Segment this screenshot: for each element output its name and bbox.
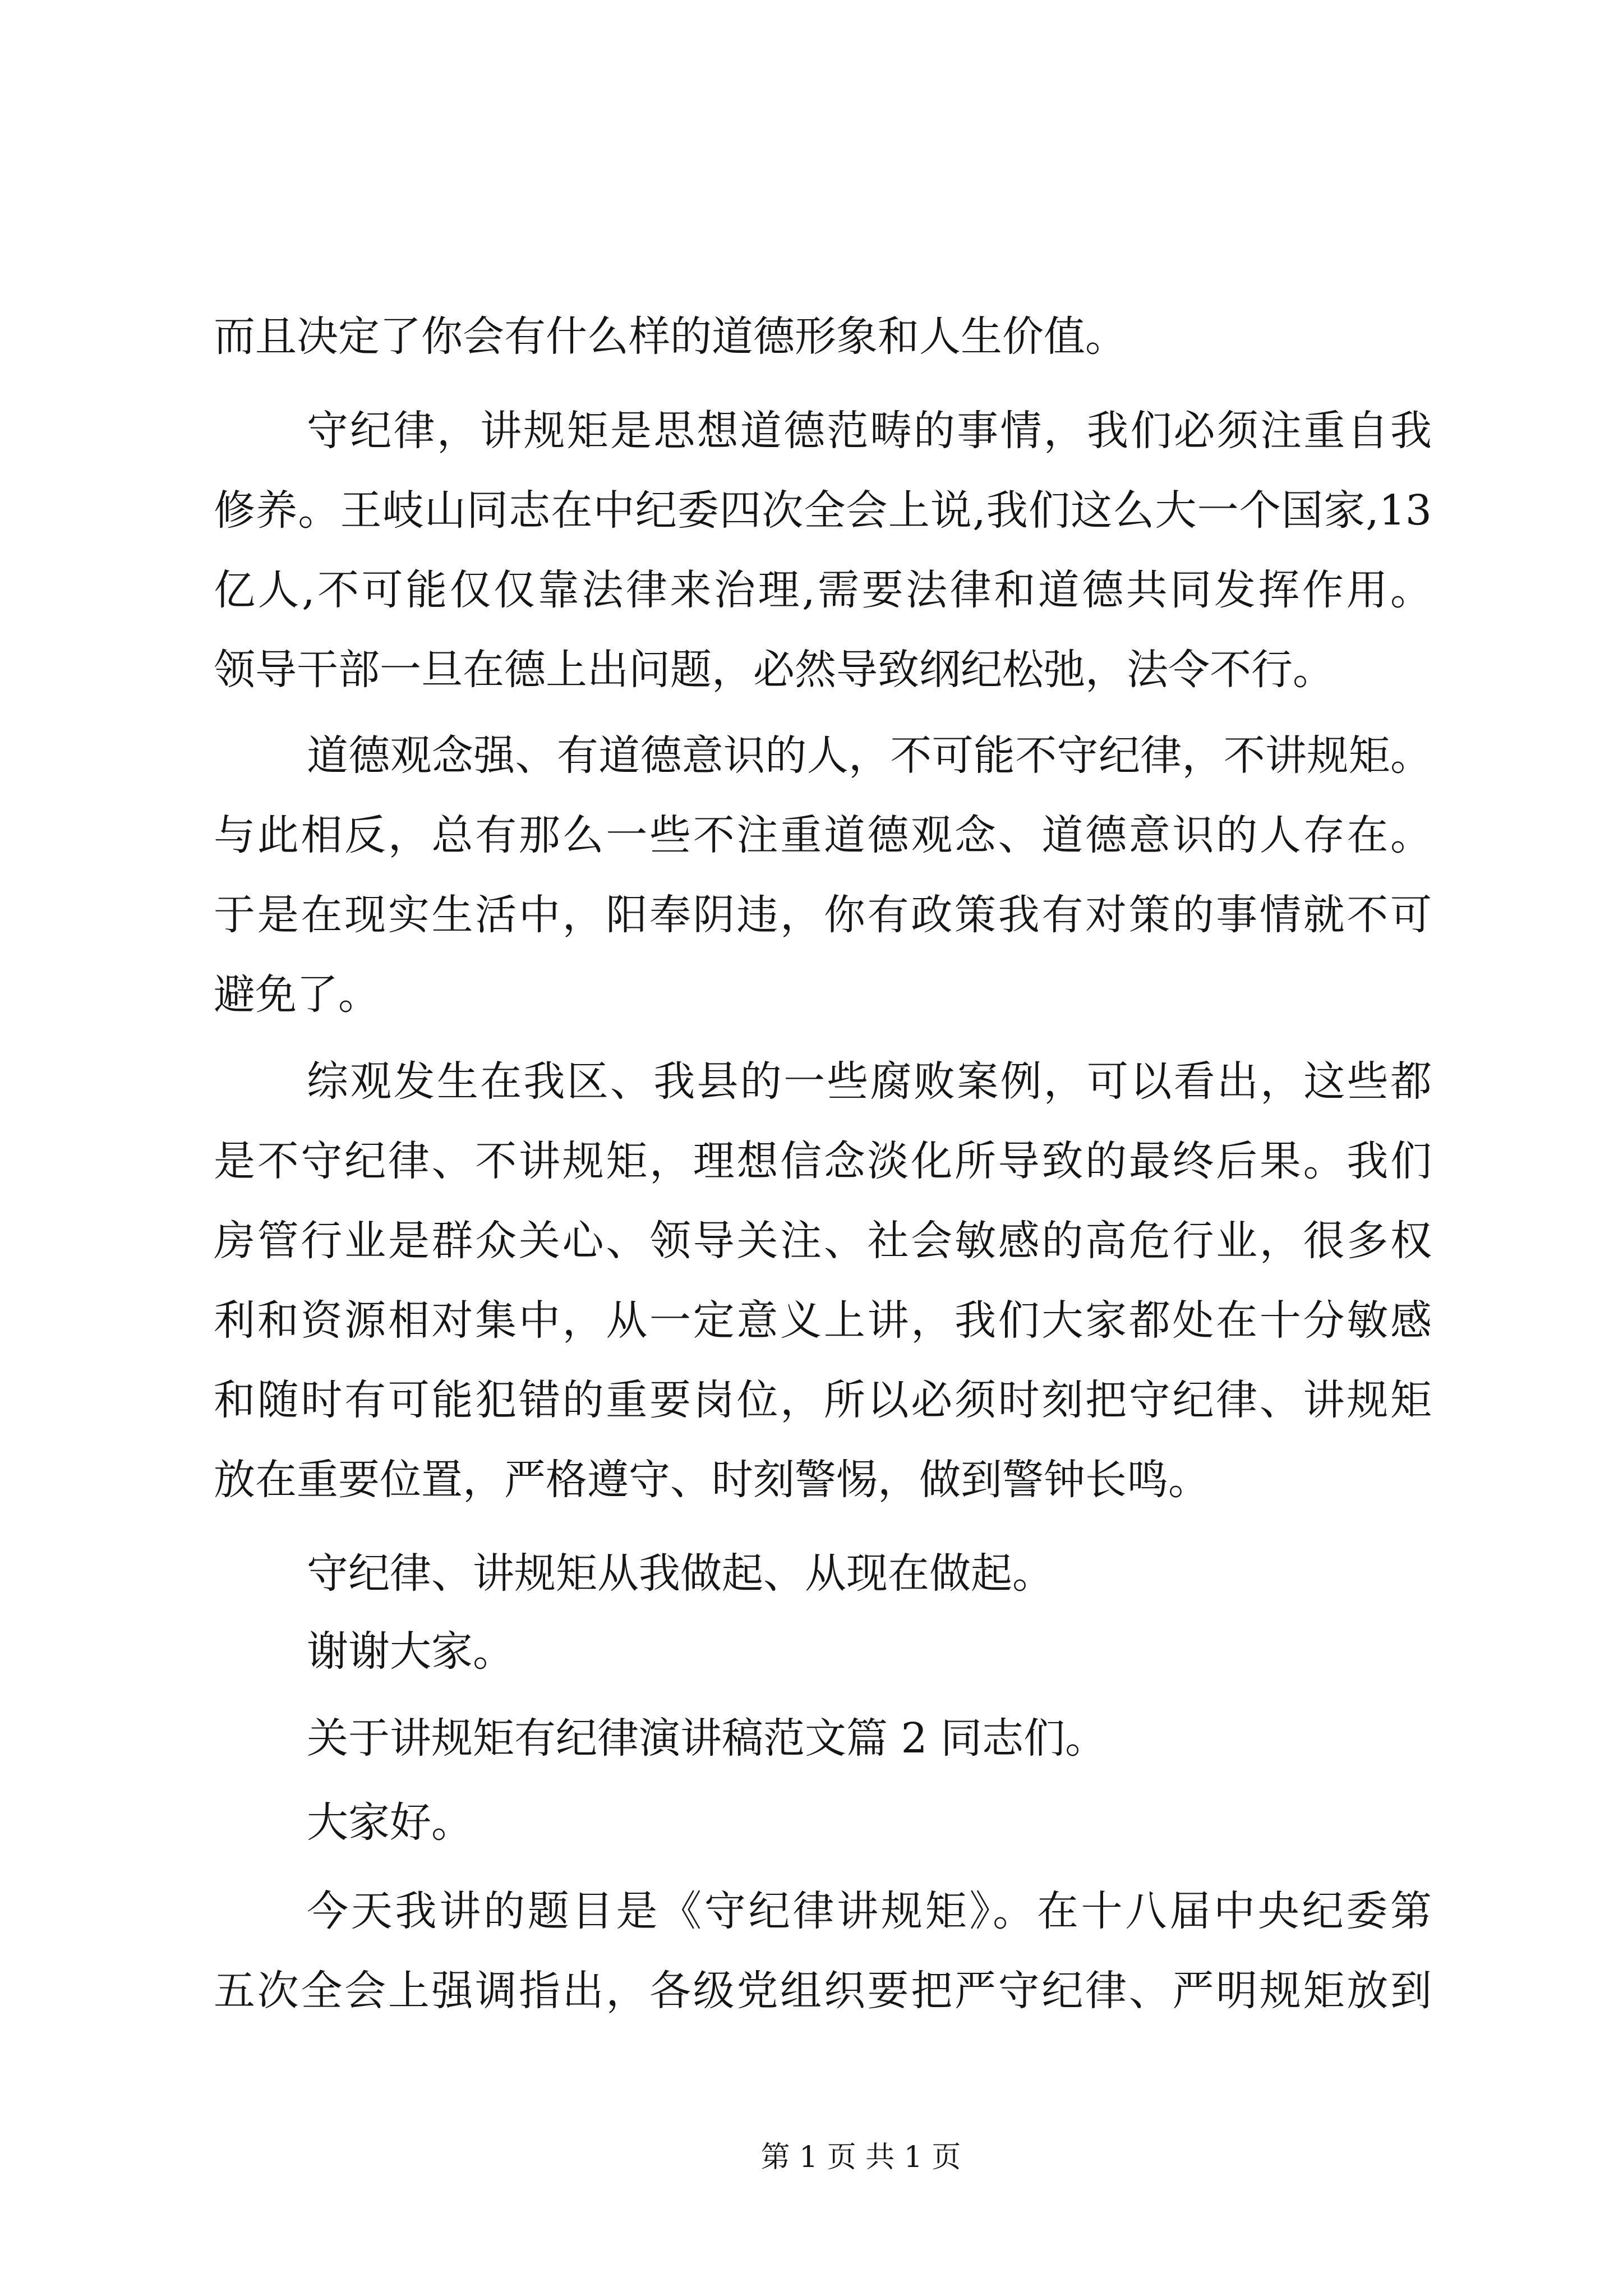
paragraph: [214, 716, 1432, 1034]
text-line: 守纪律，讲规矩是思想道德范畴的事情，我们必须注重自我: [307, 407, 1432, 455]
text-line: 谢谢大家。: [307, 1627, 514, 1676]
paragraph: [214, 1612, 1432, 1691]
text-line: 而且决定了你会有什么样的道德形象和人生价值。: [214, 312, 1127, 361]
paragraph: [214, 1699, 1432, 1778]
text-line: 领导干部一旦在德上出问题，必然导致纲纪松弛，法令不行。: [214, 646, 1334, 694]
text-line: 与此相反，总有那么一些不注重道德观念、道德意识的人存在。: [214, 811, 1432, 859]
text-line: 修养。王岐山同志在中纪委四次全会上说,我们这么大一个国家,13: [214, 486, 1432, 535]
text-line: 房管行业是群众关心、领导关注、社会敏感的高危行业，很多权: [214, 1217, 1432, 1265]
paragraph: [214, 1534, 1432, 1613]
text-line: 利和资源相对集中，从一定意义上讲，我们大家都处在十分敏感: [214, 1296, 1432, 1345]
text-line: 五次全会上强调指出，各级党组织要把严守纪律、严明规矩放到: [214, 1967, 1432, 2015]
text-line: 和随时有可能犯错的重要岗位，所以必须时刻把守纪律、讲规矩: [214, 1376, 1432, 1424]
text-line: 关于讲规矩有纪律演讲稿范文篇 2 同志们。: [307, 1714, 1107, 1763]
text-line: 守纪律、讲规矩从我做起、从现在做起。: [307, 1549, 1054, 1598]
text-line: 放在重要位置，严格遵守、时刻警惕，做到警钟长鸣。: [214, 1456, 1210, 1504]
text-line: 今天我讲的题目是《守纪律讲规矩》。在十八届中央纪委第: [307, 1887, 1432, 1935]
text-line: 避免了。: [214, 970, 380, 1019]
text-line: 是不守纪律、不讲规矩，理想信念淡化所导致的最终后果。我们: [214, 1137, 1432, 1185]
page-number-footer: 第 1 页 共 1 页: [760, 2141, 961, 2174]
text-line: 亿人,不可能仅仅靠法律来治理,需要法律和道德共同发挥作用。: [214, 566, 1432, 614]
paragraph: [214, 1871, 1432, 2031]
text-line: 综观发生在我区、我县的一些腐败案例，可以看出，这些都: [307, 1057, 1432, 1106]
text-line: 大家好。: [307, 1798, 473, 1847]
text-line: 道德观念强、有道德意识的人，不可能不守纪律，不讲规矩。: [307, 731, 1432, 780]
paragraph: [214, 1783, 1432, 1862]
paragraph: [214, 391, 1432, 710]
paragraph: [214, 297, 1432, 376]
text-line: 于是在现实生活中，阳奉阴违，你有政策我有对策的事情就不可: [214, 891, 1432, 939]
paragraph: [214, 1042, 1432, 1520]
